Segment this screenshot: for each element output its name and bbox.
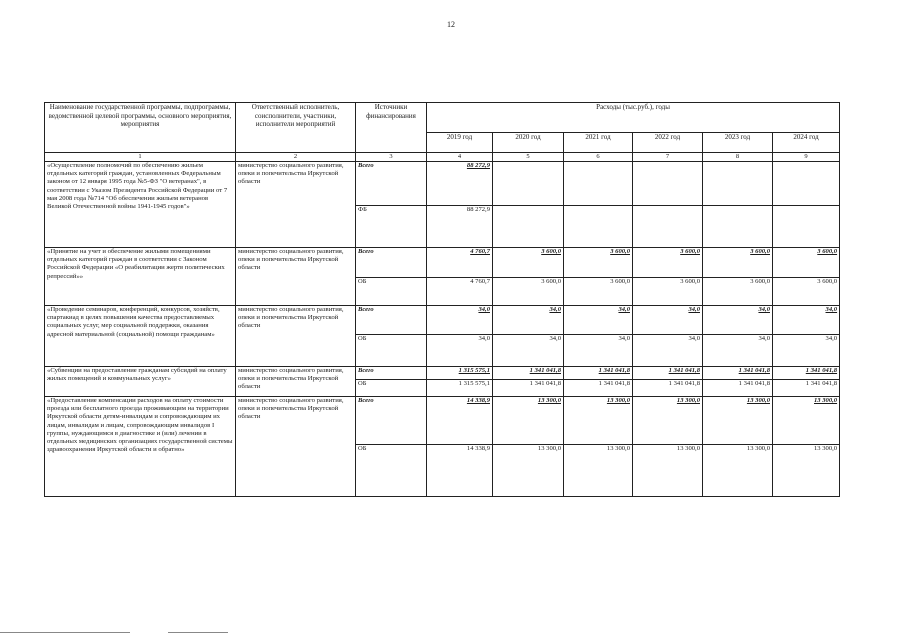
- source-value: [633, 206, 703, 248]
- total-value: [773, 162, 840, 206]
- source-total-label: Всего: [356, 248, 427, 278]
- source-value: 1 341 041,8: [773, 380, 840, 397]
- source-value: 3 600,0: [773, 278, 840, 306]
- total-value: 34,0: [427, 306, 493, 335]
- source-value: 3 600,0: [633, 278, 703, 306]
- total-value: 1 341 041,8: [493, 367, 564, 380]
- total-value: [493, 162, 564, 206]
- source-value: 1 341 041,8: [703, 380, 773, 397]
- column-index: 2: [236, 153, 356, 162]
- total-value: 13 300,0: [633, 397, 703, 445]
- source-value: 4 760,7: [427, 278, 493, 306]
- source-value: [493, 206, 564, 248]
- source-value: 13 300,0: [703, 445, 773, 497]
- total-value: 1 341 041,8: [703, 367, 773, 380]
- source-value: 34,0: [427, 335, 493, 367]
- total-value: 3 600,0: [493, 248, 564, 278]
- total-value: 3 600,0: [564, 248, 633, 278]
- executor-name: министерство социального развития, опеки и попечительства Иркутской области: [236, 397, 356, 497]
- source-total-label: Всего: [356, 397, 427, 445]
- source-value: 34,0: [493, 335, 564, 367]
- total-value: 1 341 041,8: [633, 367, 703, 380]
- source-value: 1 315 575,1: [427, 380, 493, 397]
- column-index: 5: [493, 153, 564, 162]
- total-value: 13 300,0: [703, 397, 773, 445]
- total-value: 34,0: [564, 306, 633, 335]
- header-year: 2024 год: [773, 133, 840, 153]
- source-label: ОБ: [356, 445, 427, 497]
- total-value: 1 315 575,1: [427, 367, 493, 380]
- total-value: 88 272,9: [427, 162, 493, 206]
- activity-name: «Субвенции на предоставление гражданам субсидий на оплату жилых помещений и коммунальных услуг»: [45, 367, 236, 397]
- column-index: 3: [356, 153, 427, 162]
- source-value: [773, 206, 840, 248]
- total-value: 34,0: [633, 306, 703, 335]
- source-value: 3 600,0: [493, 278, 564, 306]
- header-expenses: Расходы (тыс.руб.), годы: [427, 103, 840, 133]
- source-value: 34,0: [773, 335, 840, 367]
- column-index: 6: [564, 153, 633, 162]
- total-value: 3 600,0: [703, 248, 773, 278]
- executor-name: министерство социального развития, опеки и попечительства Иркутской области: [236, 162, 356, 248]
- source-value: 13 300,0: [493, 445, 564, 497]
- source-value: 88 272,9: [427, 206, 493, 248]
- source-value: 34,0: [633, 335, 703, 367]
- total-value: [703, 162, 773, 206]
- table-row: [45, 162, 840, 206]
- column-index: 1: [45, 153, 236, 162]
- activity-name: «Принятие на учет и обеспечение жилыми помещениями отдельных категорий граждан в соответствии с Законом Российской Федерации «О реабилитации жертв политических репрессий»»: [45, 248, 236, 306]
- activity-name: «Осуществление полномочий по обеспечению жильем отдельных категорий граждан, установленных Федеральным законом от 12 января 1995 года №5-ФЗ "О ветеранах", в соответствии с Указом Президента Российской Федерации от 7 мая 2008 года №714 "Об обеспечении жильем ветеранов Великой Отечественной войны 1941-1945 годов"»: [45, 162, 236, 248]
- source-total-label: Всего: [356, 306, 427, 335]
- source-value: [564, 206, 633, 248]
- total-value: 1 341 041,8: [773, 367, 840, 380]
- total-value: 3 600,0: [773, 248, 840, 278]
- executor-name: министерство социального развития, опеки и попечительства Иркутской области: [236, 306, 356, 367]
- total-value: 13 300,0: [773, 397, 840, 445]
- source-value: 13 300,0: [773, 445, 840, 497]
- source-value: 1 341 041,8: [493, 380, 564, 397]
- table-row: [45, 248, 840, 278]
- header-executor: Ответственный исполнитель, соисполнители, участники, исполнители мероприятий: [236, 103, 356, 153]
- source-label: ОБ: [356, 335, 427, 367]
- source-label: ОБ: [356, 278, 427, 306]
- source-total-label: Всего: [356, 367, 427, 380]
- total-value: 13 300,0: [493, 397, 564, 445]
- total-value: 14 338,9: [427, 397, 493, 445]
- source-value: 1 341 041,8: [633, 380, 703, 397]
- page-number: 12: [447, 20, 455, 29]
- column-index: 4: [427, 153, 493, 162]
- header-year: 2021 год: [564, 133, 633, 153]
- column-index: 9: [773, 153, 840, 162]
- source-label: ФБ: [356, 206, 427, 248]
- source-value: 3 600,0: [703, 278, 773, 306]
- activity-name: «Проведение семинаров, конференций, конкурсов, хозяйств, спартакиад в целях повышения качества предоставляемых социальных услуг, мер социальной поддержки, оказания адресной материальной (социальной) помощи гражданам»: [45, 306, 236, 367]
- total-value: [633, 162, 703, 206]
- header-sources: Источники финансирования: [356, 103, 427, 153]
- total-value: 34,0: [703, 306, 773, 335]
- total-value: 34,0: [493, 306, 564, 335]
- scan-mark: [168, 632, 228, 633]
- total-value: 34,0: [773, 306, 840, 335]
- source-value: 14 338,9: [427, 445, 493, 497]
- table-row: [45, 367, 840, 380]
- header-year: 2022 год: [633, 133, 703, 153]
- source-value: [703, 206, 773, 248]
- activity-name: «Предоставление компенсации расходов на оплату стоимости проезда или бесплатного проезда проживающим на территории Иркутской области детям-инвалидам и сопровождающим их лицам, инвалидам и лицам, сопровождающим инвалидов I группы, нуждающимся в диагностике и (или) лечении в отдельных медицинских организациях государственной системы здравоохранения Иркутской области и обратно»: [45, 397, 236, 497]
- source-total-label: Всего: [356, 162, 427, 206]
- total-value: 4 760,7: [427, 248, 493, 278]
- source-label: ОБ: [356, 380, 427, 397]
- executor-name: министерство социального развития, опеки и попечительства Иркутской области: [236, 367, 356, 397]
- header-year: 2020 год: [493, 133, 564, 153]
- source-value: 1 341 041,8: [564, 380, 633, 397]
- source-value: 13 300,0: [564, 445, 633, 497]
- table-row: [45, 397, 840, 445]
- scan-mark: [0, 632, 130, 633]
- source-value: 34,0: [703, 335, 773, 367]
- total-value: [564, 162, 633, 206]
- header-name: Наименование государственной программы, подпрограммы, ведомственной целевой программы, основного мероприятия, мероприятия: [45, 103, 236, 153]
- total-value: 13 300,0: [564, 397, 633, 445]
- column-index: 7: [633, 153, 703, 162]
- total-value: 3 600,0: [633, 248, 703, 278]
- source-value: 34,0: [564, 335, 633, 367]
- source-value: 13 300,0: [633, 445, 703, 497]
- header-year: 2019 год: [427, 133, 493, 153]
- executor-name: министерство социального развития, опеки и попечительства Иркутской области: [236, 248, 356, 306]
- header-year: 2023 год: [703, 133, 773, 153]
- total-value: 1 341 041,8: [564, 367, 633, 380]
- source-value: 3 600,0: [564, 278, 633, 306]
- column-index: 8: [703, 153, 773, 162]
- table-row: [45, 306, 840, 335]
- budget-table: [44, 102, 840, 497]
